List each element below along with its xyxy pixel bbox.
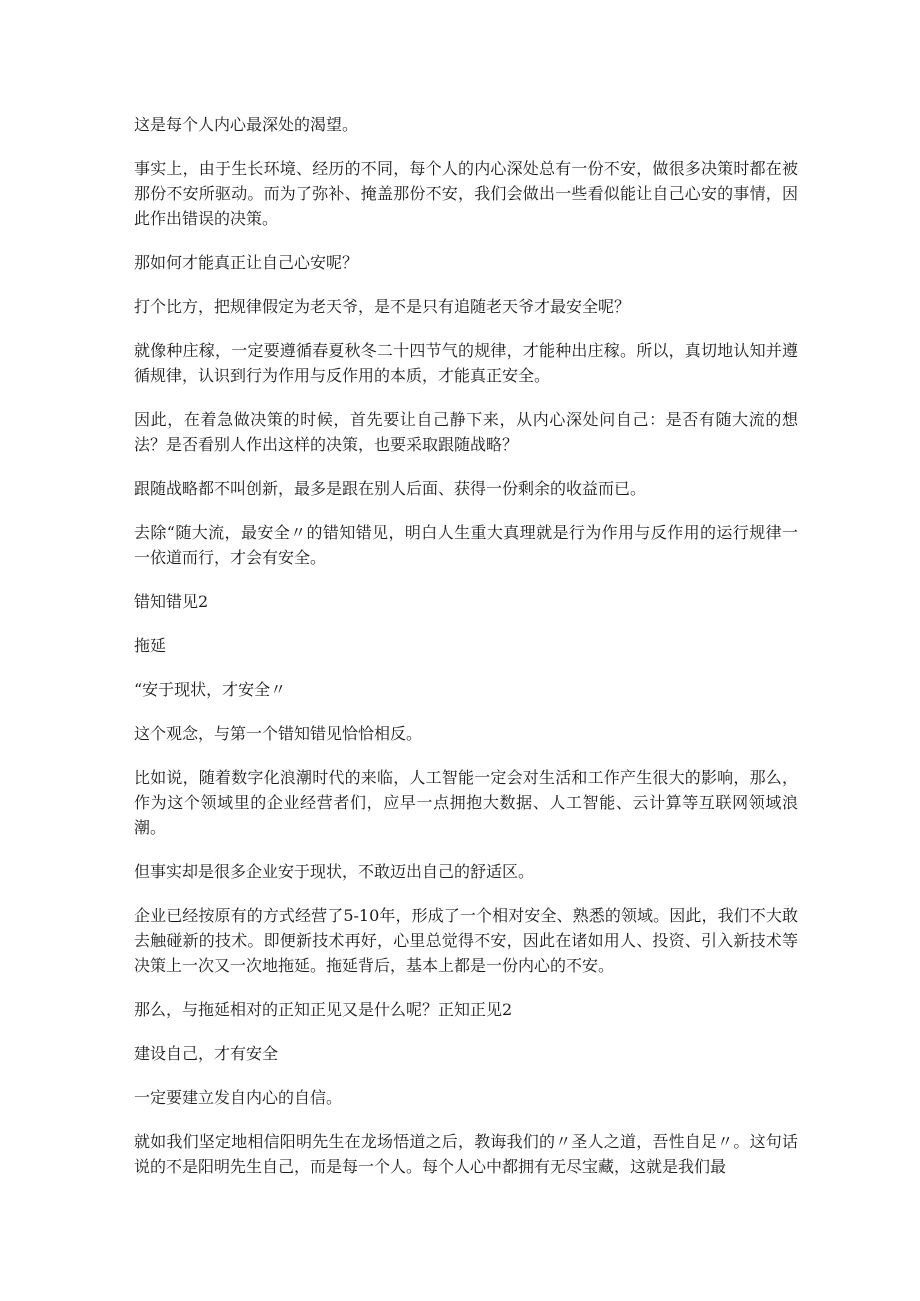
paragraph-7: 跟随战略都不叫创新，最多是跟在别人后面、获得一份剩余的收益而已。	[134, 479, 647, 498]
paragraph-8: 去除“随大流，最安全〃的错知错见，明白人生重大真理就是行为作用与反作用的运行规律一一依道而行，才会有安全。	[134, 523, 798, 567]
paragraph-4: 打个比方，把规律假定为老天爷，是不是只有追随老天爷才最安全呢？	[134, 297, 631, 316]
paragraph-6: 因此，在着急做决策的时候，首先要让自己静下来，从内心深处问自己：是否有随大流的想法？是否看别人作出这样的决策，也要采取跟随战略？	[134, 410, 798, 454]
paragraph-1: 这是每个人内心最深处的渴望。	[134, 115, 359, 134]
paragraph-15: 企业已经按原有的方式经营了5-10年，形成了一个相对安全、熟悉的领域。因此，我们不大敢去触碰新的技术。即便新技术再好，心里总觉得不安，因此在诸如用人、投资、引入新技术等决策上一次又一次地拖延。拖延背后，基本上都是一份内心的不安。	[134, 906, 798, 975]
paragraph-3: 那如何才能真正让自己心安呢？	[134, 253, 359, 272]
paragraph-18: 一定要建立发自内心的自信。	[134, 1088, 343, 1107]
paragraph-16: 那么，与拖延相对的正知正见又是什么呢？正知正见2	[134, 1000, 513, 1019]
quote-line: “安于现状，才安全〃	[134, 680, 287, 699]
paragraph-13: 比如说，随着数字化浪潮时代的来临，人工智能一定会对生活和工作产生很大的影响，那么，作为这个领域里的企业经营者们，应早一点拥抱大数据、人工智能、云计算等互联网领域浪潮。	[134, 768, 798, 837]
paragraph-19: 就如我们坚定地相信阳明先生在龙场悟道之后，教诲我们的〃圣人之道，吾性自足〃。这句话说的不是阳明先生自己，而是每一个人。每个人心中都拥有无尽宝藏，这就是我们最	[134, 1132, 798, 1176]
paragraph-2: 事实上，由于生长环境、经历的不同，每个人的内心深处总有一份不安，做很多决策时都在被那份不安所驱动。而为了弥补、掩盖那份不安，我们会做出一些看似能让自己心安的事情，因此作出错误的决策。	[134, 159, 798, 228]
paragraph-5: 就像种庄稼，一定要遵循春夏秋冬二十四节气的规律，才能种出庄稼。所以，真切地认知并遵循规律，认识到行为作用与反作用的本质，才能真正安全。	[134, 341, 798, 385]
paragraph-14: 但事实却是很多企业安于现状，不敢迈出自己的舒适区。	[134, 862, 535, 881]
section-subheading-procrastination: 拖延	[134, 636, 167, 655]
document-body	[134, 112, 798, 1198]
section-heading-wrong-view-2: 错知错见2	[134, 592, 209, 611]
section-subheading-build-self: 建设自己，才有安全	[134, 1044, 279, 1063]
paragraph-12: 这个观念，与第一个错知错见恰恰相反。	[134, 724, 423, 743]
